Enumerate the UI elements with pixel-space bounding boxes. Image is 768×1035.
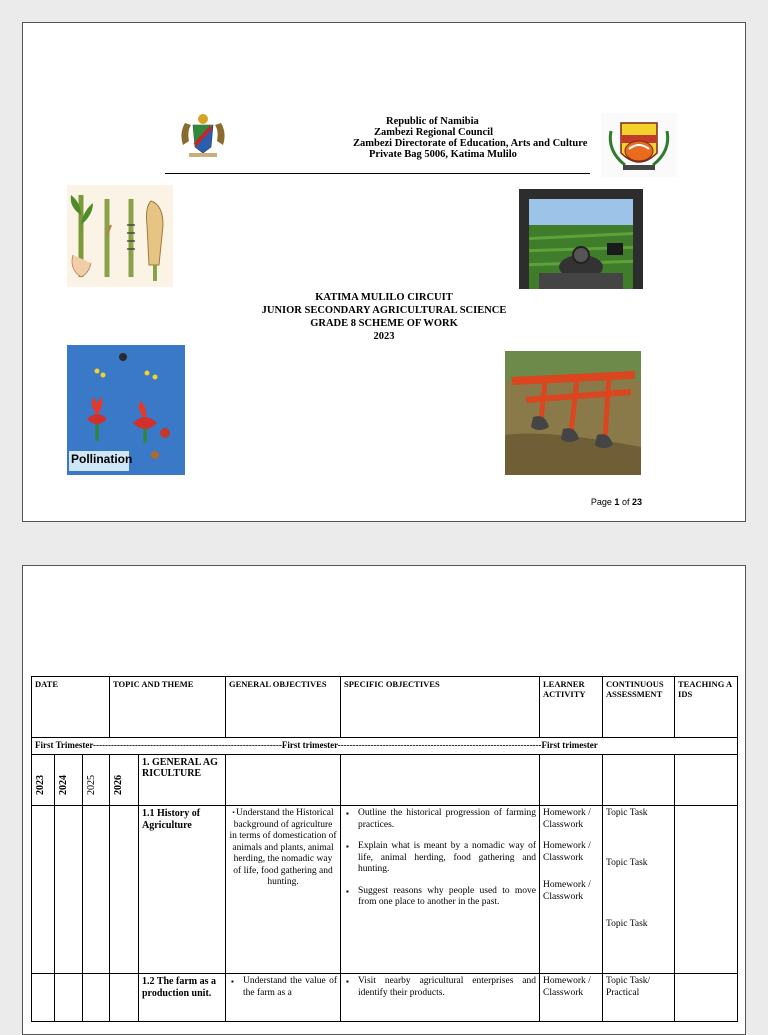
header-line: Zambezi Regional Council bbox=[374, 127, 494, 138]
zambezi-region-emblem-icon bbox=[601, 113, 677, 177]
assessment-cell bbox=[603, 974, 675, 1022]
assessment-entry: Topic Task bbox=[606, 919, 648, 929]
trimester-label: First Trimester---------------------------------------------------------------First trimester--------------------------------------------------------------------First trimester bbox=[32, 738, 738, 755]
specific-objective: ▪ Visit nearby agricultural enterprises and identify their products. bbox=[358, 976, 536, 999]
activity-entry: Homework / Classwork bbox=[543, 841, 591, 863]
pollination-diagram bbox=[67, 345, 185, 475]
topic-cell: 1.1 History of Agriculture bbox=[139, 806, 226, 974]
assessment-entry: Topic Task/ Practical bbox=[606, 976, 651, 998]
page-number: Page 1 of 23 bbox=[590, 497, 642, 507]
specific-objective: ▪ Outline the historical progression of farming practices. bbox=[358, 808, 536, 831]
year-cell: 2026 bbox=[110, 754, 139, 806]
assessment-entry: Topic Task bbox=[606, 808, 648, 818]
document-page-1 bbox=[22, 22, 746, 522]
general-objective-cell: ▪ Understand the value of the farm as a bbox=[226, 974, 341, 1022]
specific-objective: ▪ Suggest reasons why people used to move from one place to another in the past. bbox=[358, 886, 536, 909]
year-cell: 2025 bbox=[83, 754, 110, 806]
year-cell: 2024 bbox=[55, 754, 83, 806]
header-specific-objectives: SPECIFIC OBJECTIVES bbox=[341, 677, 540, 738]
specific-objectives-cell bbox=[341, 974, 540, 1022]
activity-entry: Homework / Classwork bbox=[543, 808, 591, 830]
document-page-2 bbox=[22, 565, 746, 1035]
table-header-row bbox=[32, 677, 738, 738]
general-objective-cell: ▪ Understand the Historical background of agriculture in terms of domestication of animals and plants, animal herding, the nomadic way of life, food gathering and hunting. bbox=[226, 806, 341, 974]
tractor-cab-photo bbox=[519, 189, 643, 289]
learner-activity-cell bbox=[540, 806, 603, 974]
assessment-entry: Topic Task bbox=[606, 857, 648, 868]
scheme-of-work-table bbox=[31, 676, 738, 1022]
learner-activity-cell bbox=[540, 974, 603, 1022]
header-line: Private Bag 5006, Katima Mulilo bbox=[369, 149, 517, 160]
header-line: Zambezi Directorate of Education, Arts and Culture bbox=[353, 138, 588, 149]
theme-title: 1. GENERAL AGRICULTURE bbox=[139, 754, 226, 806]
grafting-illustration bbox=[67, 185, 173, 287]
title-line: GRADE 8 SCHEME OF WORK bbox=[310, 318, 458, 329]
namibia-coat-of-arms-icon bbox=[175, 111, 231, 161]
title-line: JUNIOR SECONDARY AGRICULTURAL SCIENCE bbox=[261, 305, 507, 316]
table-row bbox=[32, 806, 738, 974]
specific-objective: ▪ Explain what is meant by a nomadic way of life, animal herding, food gathering and hunting. bbox=[358, 841, 536, 876]
header-teaching-aids: TEACHING AIDS bbox=[675, 677, 738, 738]
document-header bbox=[353, 116, 587, 160]
activity-entry: Homework / Classwork bbox=[543, 880, 591, 902]
header-general-objectives: GENERAL OBJECTIVES bbox=[226, 677, 341, 738]
pollination-label: Pollination bbox=[71, 452, 133, 466]
header-line: Republic of Namibia bbox=[386, 116, 479, 127]
header-divider bbox=[165, 173, 590, 174]
plough-photo bbox=[505, 351, 641, 475]
year-cell: 2023 bbox=[32, 754, 55, 806]
header-continuous-assessment: CONTINUOUS ASSESSMENT bbox=[603, 677, 675, 738]
assessment-cell bbox=[603, 806, 675, 974]
header-date: DATE bbox=[32, 677, 110, 738]
table-row bbox=[32, 974, 738, 1022]
topic-cell: 1.2 The farm as a production unit. bbox=[139, 974, 226, 1022]
specific-objectives-cell bbox=[341, 806, 540, 974]
document-title bbox=[233, 291, 535, 343]
header-topic: TOPIC AND THEME bbox=[110, 677, 226, 738]
trimester-row bbox=[32, 738, 738, 755]
header-learner-activity: LEARNER ACTIVITY bbox=[540, 677, 603, 738]
activity-entry: Homework / Classwork bbox=[543, 976, 591, 998]
title-line: KATIMA MULILO CIRCUIT bbox=[315, 292, 453, 303]
title-line: 2023 bbox=[373, 331, 395, 342]
theme-row bbox=[32, 754, 738, 806]
